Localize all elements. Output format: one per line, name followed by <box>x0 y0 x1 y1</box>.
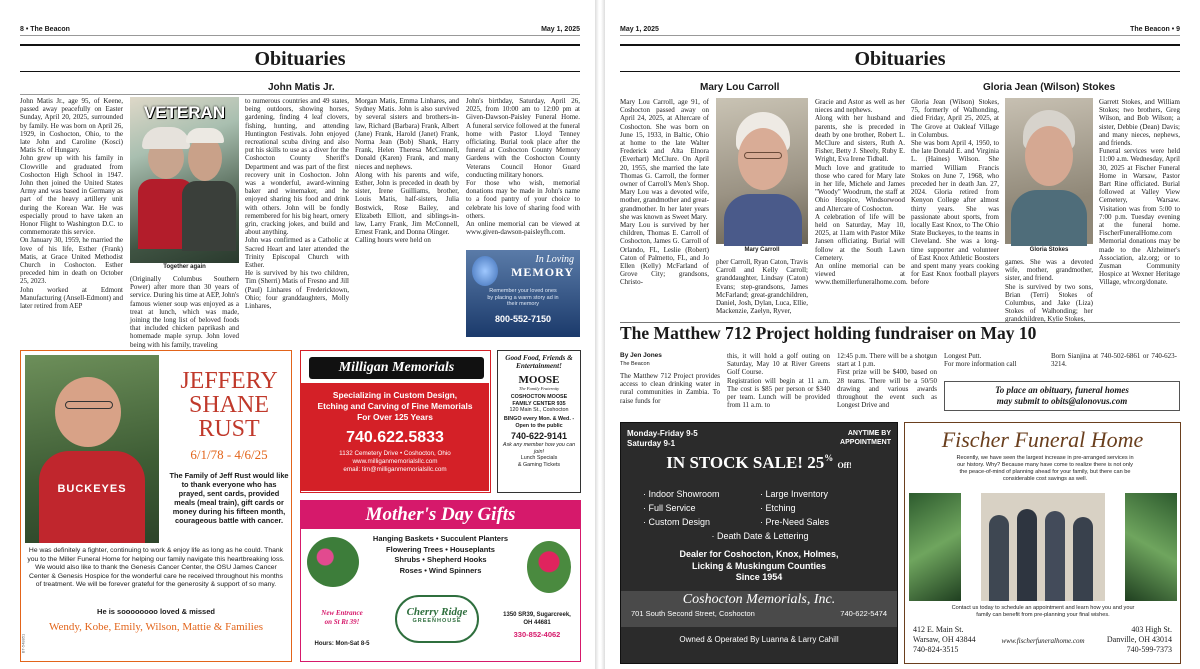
feature-1: · Indoor Showroom <box>643 489 720 499</box>
matthew-outlet: The Beacon <box>620 361 650 367</box>
danville-city: Danville, OH 43014 <box>1106 635 1172 644</box>
rust-face <box>55 377 121 447</box>
coshocton-addr: 701 South Second Street, Coshocton <box>631 609 755 618</box>
staff-1 <box>989 515 1009 601</box>
coshocton-appointment <box>840 429 891 447</box>
rust-body: He was definitely a fighter, continuing to work & enjoy life as long as he could. Thank you to the Miller Funeral Home for helping our family navigate this heartbreaking loss. We would also like to thank the Genesis Cancer Center, the OSU James Cancer Center & Genesis Hospice for the wonderful care he received throughout his months of treatment. We will be forever grateful for the generosity & support of so many. <box>27 547 285 589</box>
matthew-text-col3: 12:45 p.m. There will be a shotgun start at 1 p.m. First prize will be $400, based on 28 teams. There will be a 50/50 drawing and various awards throughout the event such as Longest Drive and <box>837 352 937 410</box>
matis-text-col5: John's birthday, Saturday, April 26, 2025, from 10:00 am to 12:00 pm at Given-Dawson-Paisley Funeral Home. A funeral service followed at the funeral home with Pastor Lloyd Tenney officiating. Burial took place after the funeral at Coshocton County Memory Gardens with the Coshocton County Veterans Council Honor Guard conducting military honors. For those who wish, memorial donations may be made in John's name to a food pantry of your choice to celebrate his love of sharing food with others. An online memorial can be viewed at www.given-dawson-paisleyfh.com. <box>466 97 580 237</box>
coshocton-phone: 740-622-5474 <box>840 609 887 618</box>
moose-c2: FAMILY CENTER 935 <box>512 400 566 407</box>
fischer-intro: Recently, we have seen the largest increase in pre-arranged services in our history. Why? Because many have come to realize there is not only the peace-of-mind of planning ahead for your family, but there can be considerable cost savings as well. <box>956 455 1134 482</box>
mothers-new-entrance <box>307 609 377 627</box>
left-page <box>0 0 595 669</box>
carroll-text-col2: pher Carroll, Ryan Caton, Travis Carroll and Kelly Carroll; granddaughter, Lindsay (Caton) Evans; step-grandsons, James McFarland; great-grandchildren, Daniel, Josh, Dylan, Luca, Ellie, Mackenzie, Zaelyn, Ryver, <box>716 258 808 316</box>
warsaw-city: Warsaw, OH 43844 <box>913 635 976 644</box>
milligan-line1: Specializing in Custom Design, <box>332 390 458 400</box>
carroll-headline: Mary Lou Carroll <box>700 82 780 93</box>
memory-phone: 800-552-7150 <box>494 314 552 324</box>
coshocton-contact <box>621 609 897 618</box>
carroll-face <box>738 128 788 190</box>
mothers-new2: on St Rt 39! <box>324 618 360 626</box>
carroll-top <box>724 194 802 246</box>
rust-signers: Wendy, Kobe, Emily, Wilson, Mattie & Families <box>49 621 263 633</box>
matthew-text-col1: The Matthew 712 Project provides access to clean drinking water in rural communities in Zambia. To raise funds for <box>620 372 720 405</box>
fischer-danville <box>1107 625 1172 655</box>
fischer-staff-photo <box>981 493 1105 601</box>
feature-6: · Pre-Need Sales <box>760 517 830 527</box>
fischer-warsaw <box>913 625 976 655</box>
coshocton-appt2: APPOINTMENT <box>840 439 891 446</box>
obituary-submit-box <box>944 381 1180 411</box>
dealer-line1: Dealer for Coshocton, Knox, Holmes, <box>679 549 839 559</box>
matthew-text-col5: Born Sianjina at 740-502-6861 or 740-623-3214. <box>1051 352 1177 369</box>
carroll-glasses <box>744 152 782 159</box>
dealer-since: Since 1954 <box>735 572 783 582</box>
rust-name <box>167 369 291 441</box>
coshocton-hours2: Saturday 9-1 <box>627 439 676 448</box>
milligan-web: www.milliganmemorialsllc.com <box>352 458 438 465</box>
milligan-tagline <box>301 390 489 423</box>
matis-text-col1: John Matis Jr., age 95, of Keene, passed away peacefully on Easter Sunday, April 20, 2025, surrounded by family. He was born on April 26, 1929, in Coshocton, Ohio, to the late John and Caroline (Kosci) Matis Sr. of Hungary. John grew up with his family in Clowville and graduated from Coshocton High School in 1947. John then joined the United States Army and was based in Germany as part of the heavy artillery unit during the Korean War. He was especially proud to have taken an Honor Flight to Washington D.C. to commemorate this service. On January 30, 1959, he married the love of his life, Esther (Frank) Matis, at Grace United Methodist Church in Coshocton. Esther preceded him in death on October 25, 2023. John worked at Edmont Manufacturing (Ansell-Edmont) and later retired from AEP <box>20 97 123 311</box>
coshocton-memorials-ad <box>620 422 898 664</box>
moose-c6: Lunch Specials <box>520 455 558 462</box>
memory-line3: their memory <box>506 301 540 307</box>
milligan-red-panel <box>301 383 489 491</box>
cherry-ridge-ad <box>300 500 581 662</box>
right-section-title: Obituaries <box>620 44 1180 72</box>
feature-2: · Large Inventory <box>760 489 829 499</box>
moose-phone: 740-622-9141 <box>510 430 568 441</box>
carroll-text-col3: Gracie and Astor as well as her nieces and nephews. Along with her husband and parents, she is preceded in death by one brother, Robert L. McClure and sisters, Ruth A. Fisher, Betty J. Sheely, Ruby E. Wright, Eva Irene Tidball. Much love and gratitude to those who cared for Mary late in her life, Michele and James "Woody" Woodrum, the staff at Ohio Hospice, Windsorwood and Altercare of Coshocton. A celebration of life will be held on Saturday, May 10, 2025, at 11am with Pastor Mike Jansen officiating. Burial will follow at the South Lawn Cemetery. An online memorial can be viewed at www.themillerfuneralhome.com. <box>815 98 908 287</box>
jeffery-rust-ad <box>20 350 292 662</box>
matthew-byline: By Jen Jones <box>620 352 662 359</box>
coshocton-name: Coshocton Memorials, Inc. <box>682 592 836 607</box>
mothers-l4: Roses • Wind Spinners <box>399 565 482 575</box>
stokes-photo <box>1005 98 1093 244</box>
rust-thanks: The Family of Jeff Rust would like to thank everyone who has prayed, sent cards, provided meals (meal train), gift cards or money during his fifteen month, courageous battle with cancer. <box>169 471 289 525</box>
feature-3: · Full Service <box>643 503 696 513</box>
carroll-text-col1: Mary Lou Carroll, age 91, of Coshocton passed away on April 24, 2025, at Altercare of Coshocton. She was born on June 15, 1933, in Baltic, Ohio at home to the late Walter Frederick and Alta Elnora (Everhart) McClure. On April 20, 1955, she married the late Thomas G. Carroll, the former owner of Carroll's Men's Shop. Mary Lou was a devoted wife, mother, grandmother and great-grandmother. In her later years she was known as Sweet Mary. Mary Lou is survived by her children, Thomas E. Carroll of Coshocton, James G. Carroll of Orlando, FL, Leslie (Robert) Caton of Palmetto, FL, and Jo Ellen (Kelly) McFarland of Grove City; grandsons, Christo- <box>620 98 709 287</box>
moose-c5: Ask any member how you can join! <box>502 441 576 455</box>
rust-name-1: JEFFERY <box>180 368 278 394</box>
matis-text-col2: (Originally Columbus Southern Power) after more than 30 years of service. During his time at AEP, John's famous wiener soup was enjoyed as a treat at lunch, which was made, joining the long list of beloved foods that included chicken paprikash and homemade maple syrup. John loved being with his family, traveling <box>130 275 239 349</box>
obit-box-line1: To place an obituary, funeral homes <box>995 385 1129 395</box>
matthew-text-col2: this, it will hold a golf outing on Saturday, May 10 at River Greens Golf Course. Registration will begin at 11 a.m. The cost is $85 per person or $340 per team. Lunch will be provided from 11 a.m. to <box>727 352 830 410</box>
mothers-l2: Flowering Trees • Houseplants <box>386 544 495 554</box>
warsaw-phone: 740-824-3515 <box>913 645 959 654</box>
coshocton-sale-off: Off! <box>837 461 852 470</box>
moose-c7: & Gaming Tickets <box>517 462 561 469</box>
milligan-addr: 1132 Cemetery Drive • Coshocton, Ohio <box>339 450 451 457</box>
cherry-logo-sub: GREENHOUSE <box>412 618 462 624</box>
rust-dates: 6/1/78 - 4/6/25 <box>190 447 268 462</box>
milligan-memorials-ad <box>300 350 491 493</box>
matis-rule <box>20 94 580 95</box>
rust-name-2: SHANE <box>188 392 269 418</box>
mothers-hours: Hours: Mon-Sat 8-5 <box>314 641 370 647</box>
rust-jersey-text: BUCKEYES <box>57 483 127 495</box>
mothers-l3: Shrubs • Shepherd Hooks <box>394 555 487 564</box>
cherry-logo-name: Cherry Ridge <box>406 606 468 618</box>
carroll-photo-caption: Mary Carroll <box>744 247 780 253</box>
coshocton-dealer <box>621 549 897 584</box>
husband-jacket <box>182 181 236 251</box>
warsaw-street: 412 E. Main St. <box>913 625 964 634</box>
mothers-address <box>497 611 577 639</box>
matis-text-col3: to numerous countries and 49 states, being outdoors, showing horses, gardening, finding 4 leaf clovers, fishing, hunting, and attending Huntington Festivals. John enjoyed recreational scuba diving and also put his skills to use as a diver for the Coshocton County Sheriff's Department and was part of the first recovery unit in Coshocton. John was a wonderful, award-winning baker and winemaker, and he enjoyed sharing his food and drink with others. John will be fondly remembered for his big heart, ornery grin, cracking jokes, and build and about anything. John was confirmed as a Catholic at Sacred Heart and later attended the Trinity Episcopal Church with Esther. He is survived by his two children, Tim (Sherri) Matis of Fresno and Jill (Paul) Linhares of Fredericktown, Ohio; four granddaughters, Molly Linhares, <box>245 97 349 311</box>
right-running-header <box>620 26 1180 36</box>
danville-phone: 740-599-7373 <box>1126 645 1172 654</box>
moose-details <box>498 394 580 469</box>
rose-bush-icon <box>527 541 571 593</box>
stokes-text-col2: games. She was a devoted wife, mother, grandmother, sister, and friend. She is survived by two sons, Brian (Terri) Stokes of Columbus, and Jake (Liza) Stokes of Walhonding; her grandchildren, Kylie Stokes, <box>1005 258 1093 324</box>
coshocton-owned: Owned & Operated By Luanna & Larry Cahill <box>679 635 839 644</box>
memory-word: MEMORY <box>511 265 574 279</box>
husband-hair <box>186 128 224 143</box>
left-section-title: Obituaries <box>20 44 580 72</box>
coshocton-sale-text: IN STOCK SALE! 25 <box>666 453 825 472</box>
coshocton-sale-percent: % <box>824 453 834 463</box>
milligan-phone: 740.622.5833 <box>346 429 444 446</box>
feature-7: · Death Date & Lettering <box>711 531 809 541</box>
mothers-addr2: OH 44681 <box>523 620 551 626</box>
matis-headline: John Matis Jr. <box>268 82 335 93</box>
milligan-title: Milligan Memorials <box>338 360 455 375</box>
dealer-line2: Licking & Muskingum Counties <box>691 560 826 571</box>
staff-3 <box>1045 511 1065 601</box>
matthew-headline: The Matthew 712 Project holding fundraiser on May 10 <box>620 323 1037 343</box>
stokes-face <box>1025 126 1073 186</box>
stokes-text-col1: Gloria Jean (Wilson) Stokes, 75, formerly of Walhonding, died Friday, April 25, 2025, at The Grove at Oakleaf Village in Columbus. She was born April 4, 1950, to the late Donald E. and Virginia L. (Haines) Wilson. She married William Francis Stokes on June 7, 1968, who preceded her in death Jan. 27, 2024. Gloria retired from Kenyon College after almost thirty years. She was passionate about sports, from locally East Knox, to The Ohio State Buckeyes, to the teams in Cleveland. She was a long-time supporter and volunteer of East Knox Athletic Boosters and spent many years cooking for East Knox football players before <box>911 98 999 287</box>
coshocton-name-band <box>621 591 897 627</box>
coshocton-features <box>643 487 877 543</box>
fischer-palm-right <box>1125 493 1177 601</box>
milligan-email: email: tim@milliganmemorialsllc.com <box>343 466 447 473</box>
rust-name-3: RUST <box>198 416 260 442</box>
rust-ad-code: BT-548851 <box>20 633 26 654</box>
memory-line2: by placing a warm story ad in <box>487 294 559 301</box>
butterfly-icon <box>472 256 498 286</box>
page-gutter <box>595 0 605 669</box>
mothers-addr1: 1350 SR39, Sugarcreek, <box>503 612 571 618</box>
matis-couple-photo <box>130 97 239 263</box>
moose-c3: 120 Main St., Coshocton <box>509 407 569 414</box>
milligan-title-bar <box>309 357 484 379</box>
left-folio: 8 • The Beacon <box>20 26 70 33</box>
rust-loved: He is soooooooo loved & missed <box>97 607 215 616</box>
staff-4 <box>1073 517 1093 601</box>
feature-5: · Custom Design <box>643 517 711 527</box>
right-date: May 1, 2025 <box>620 26 659 33</box>
fischer-contact-line: Contact us today to schedule an appointment and learn how you and your family can benefit from pre-planning your final wishes. <box>951 605 1135 618</box>
staff-2 <box>1017 509 1037 601</box>
memory-script: In Loving <box>535 254 574 265</box>
moose-c4: BINGO every Mon. & Wed. - Open to the public <box>503 416 575 429</box>
mothers-phone: 330-852-4062 <box>513 630 561 639</box>
coshocton-hours1: Monday-Friday 9-5 <box>627 429 698 438</box>
mothers-day-title: Mother's Day Gifts <box>301 501 580 529</box>
memory-copy <box>466 288 580 308</box>
left-date: May 1, 2025 <box>541 26 580 33</box>
milligan-line3: For Over 125 Years <box>357 412 433 422</box>
rust-glasses <box>65 401 113 409</box>
stokes-photo-caption: Gloria Stokes <box>1029 247 1069 253</box>
moose-lodge-ad <box>497 350 581 493</box>
hanging-basket-icon <box>307 537 359 587</box>
coshocton-sale <box>621 453 897 473</box>
right-folio: The Beacon • 9 <box>1130 26 1180 33</box>
fischer-web: www.fischerfuneralhome.com <box>1001 637 1085 645</box>
milligan-contact <box>301 450 489 474</box>
matis-photo-caption: Together again <box>163 264 206 270</box>
fischer-funeral-home-ad <box>904 422 1181 664</box>
in-loving-memory-ad <box>466 250 580 337</box>
carroll-photo <box>716 98 808 244</box>
fischer-palm-left <box>909 493 961 601</box>
moose-sub: The Family Fraternity <box>518 385 560 391</box>
matis-text-col4: Morgan Matis, Emma Linhares, and Sydney Matis. John is also survived by several sisters and brothers-in-law, Richard (Barbara) Frank, Albert (Jane) Frank, Harold (Janet) Frank, Norma Jean (Bob) Shank, Harry Frank, Helen Theresa McConnell, Donald (Karen) Frank, and many nieces and nephews. Along with his parents and wife, Esther, John is preceded in death by sister, Irene Guilliams, brother, Louis Matis, half-sisters, Julia Bostwick, Rose Bailey, and Elizabeth Elliott, and siblings-in-law, Larry Frank, Jim McConnell, Ernest Frank, and Donna Olinger. Calling hours were held on <box>355 97 459 245</box>
coshocton-hours <box>627 429 698 449</box>
coshocton-appt1: ANYTIME BY <box>847 430 891 437</box>
veteran-overlay: VETERAN <box>143 103 226 122</box>
rust-jersey <box>39 451 145 543</box>
feature-4: · Etching <box>760 503 796 513</box>
wife-hair <box>142 127 190 149</box>
stokes-text-col3: Garrett Stokes, and William Stokes; two brothers, Greg Wilson, and Bob Wilson; a sister, Debbie (Dean) Davis; and many nieces, nephews, and friends. Funeral services were held 11:00 a.m. Wednesday, April 30, 2025 at Fischer Funeral Home in Warsaw, Pastor Bart Rine officiated. Burial followed at Valley View Cemetery, Warsaw. Visitation was from 5:00 to 7:00 p.m. Tuesday evening at the funeral home. FischerFuneralHome.com Memorial donations may be made to the Alzheimer's Association, alz.org; or to Zusman Community Hospice at Wexner Heritage Village, whv.org/donate. <box>1099 98 1180 287</box>
right-page <box>605 0 1200 669</box>
danville-street: 403 High St. <box>1131 625 1172 634</box>
moose-c1: COSHOCTON MOOSE <box>510 393 568 400</box>
milligan-line2: Etching and Carving of Fine Memorials <box>317 401 473 411</box>
fischer-title: Fischer Funeral Home <box>941 427 1144 452</box>
stokes-headline: Gloria Jean (Wilson) Stokes <box>983 82 1116 93</box>
obit-box-line2: may submit to obits@alonovus.com <box>996 395 1128 406</box>
stokes-top <box>1011 190 1087 246</box>
mothers-l1: Hanging Baskets • Succulent Planters <box>372 534 509 543</box>
left-running-header <box>20 26 580 36</box>
matthew-text-col4: Longest Putt. For more information call <box>944 352 1017 369</box>
rust-photo <box>25 355 159 543</box>
moose-logo: MOOSE <box>518 373 560 386</box>
moose-head: Good Food, Friends & Entertainment! <box>505 354 573 371</box>
memory-line1: Remember your loved ones <box>489 288 557 294</box>
mothers-new1: New Entrance <box>321 609 363 617</box>
cherry-ridge-logo <box>395 595 479 643</box>
